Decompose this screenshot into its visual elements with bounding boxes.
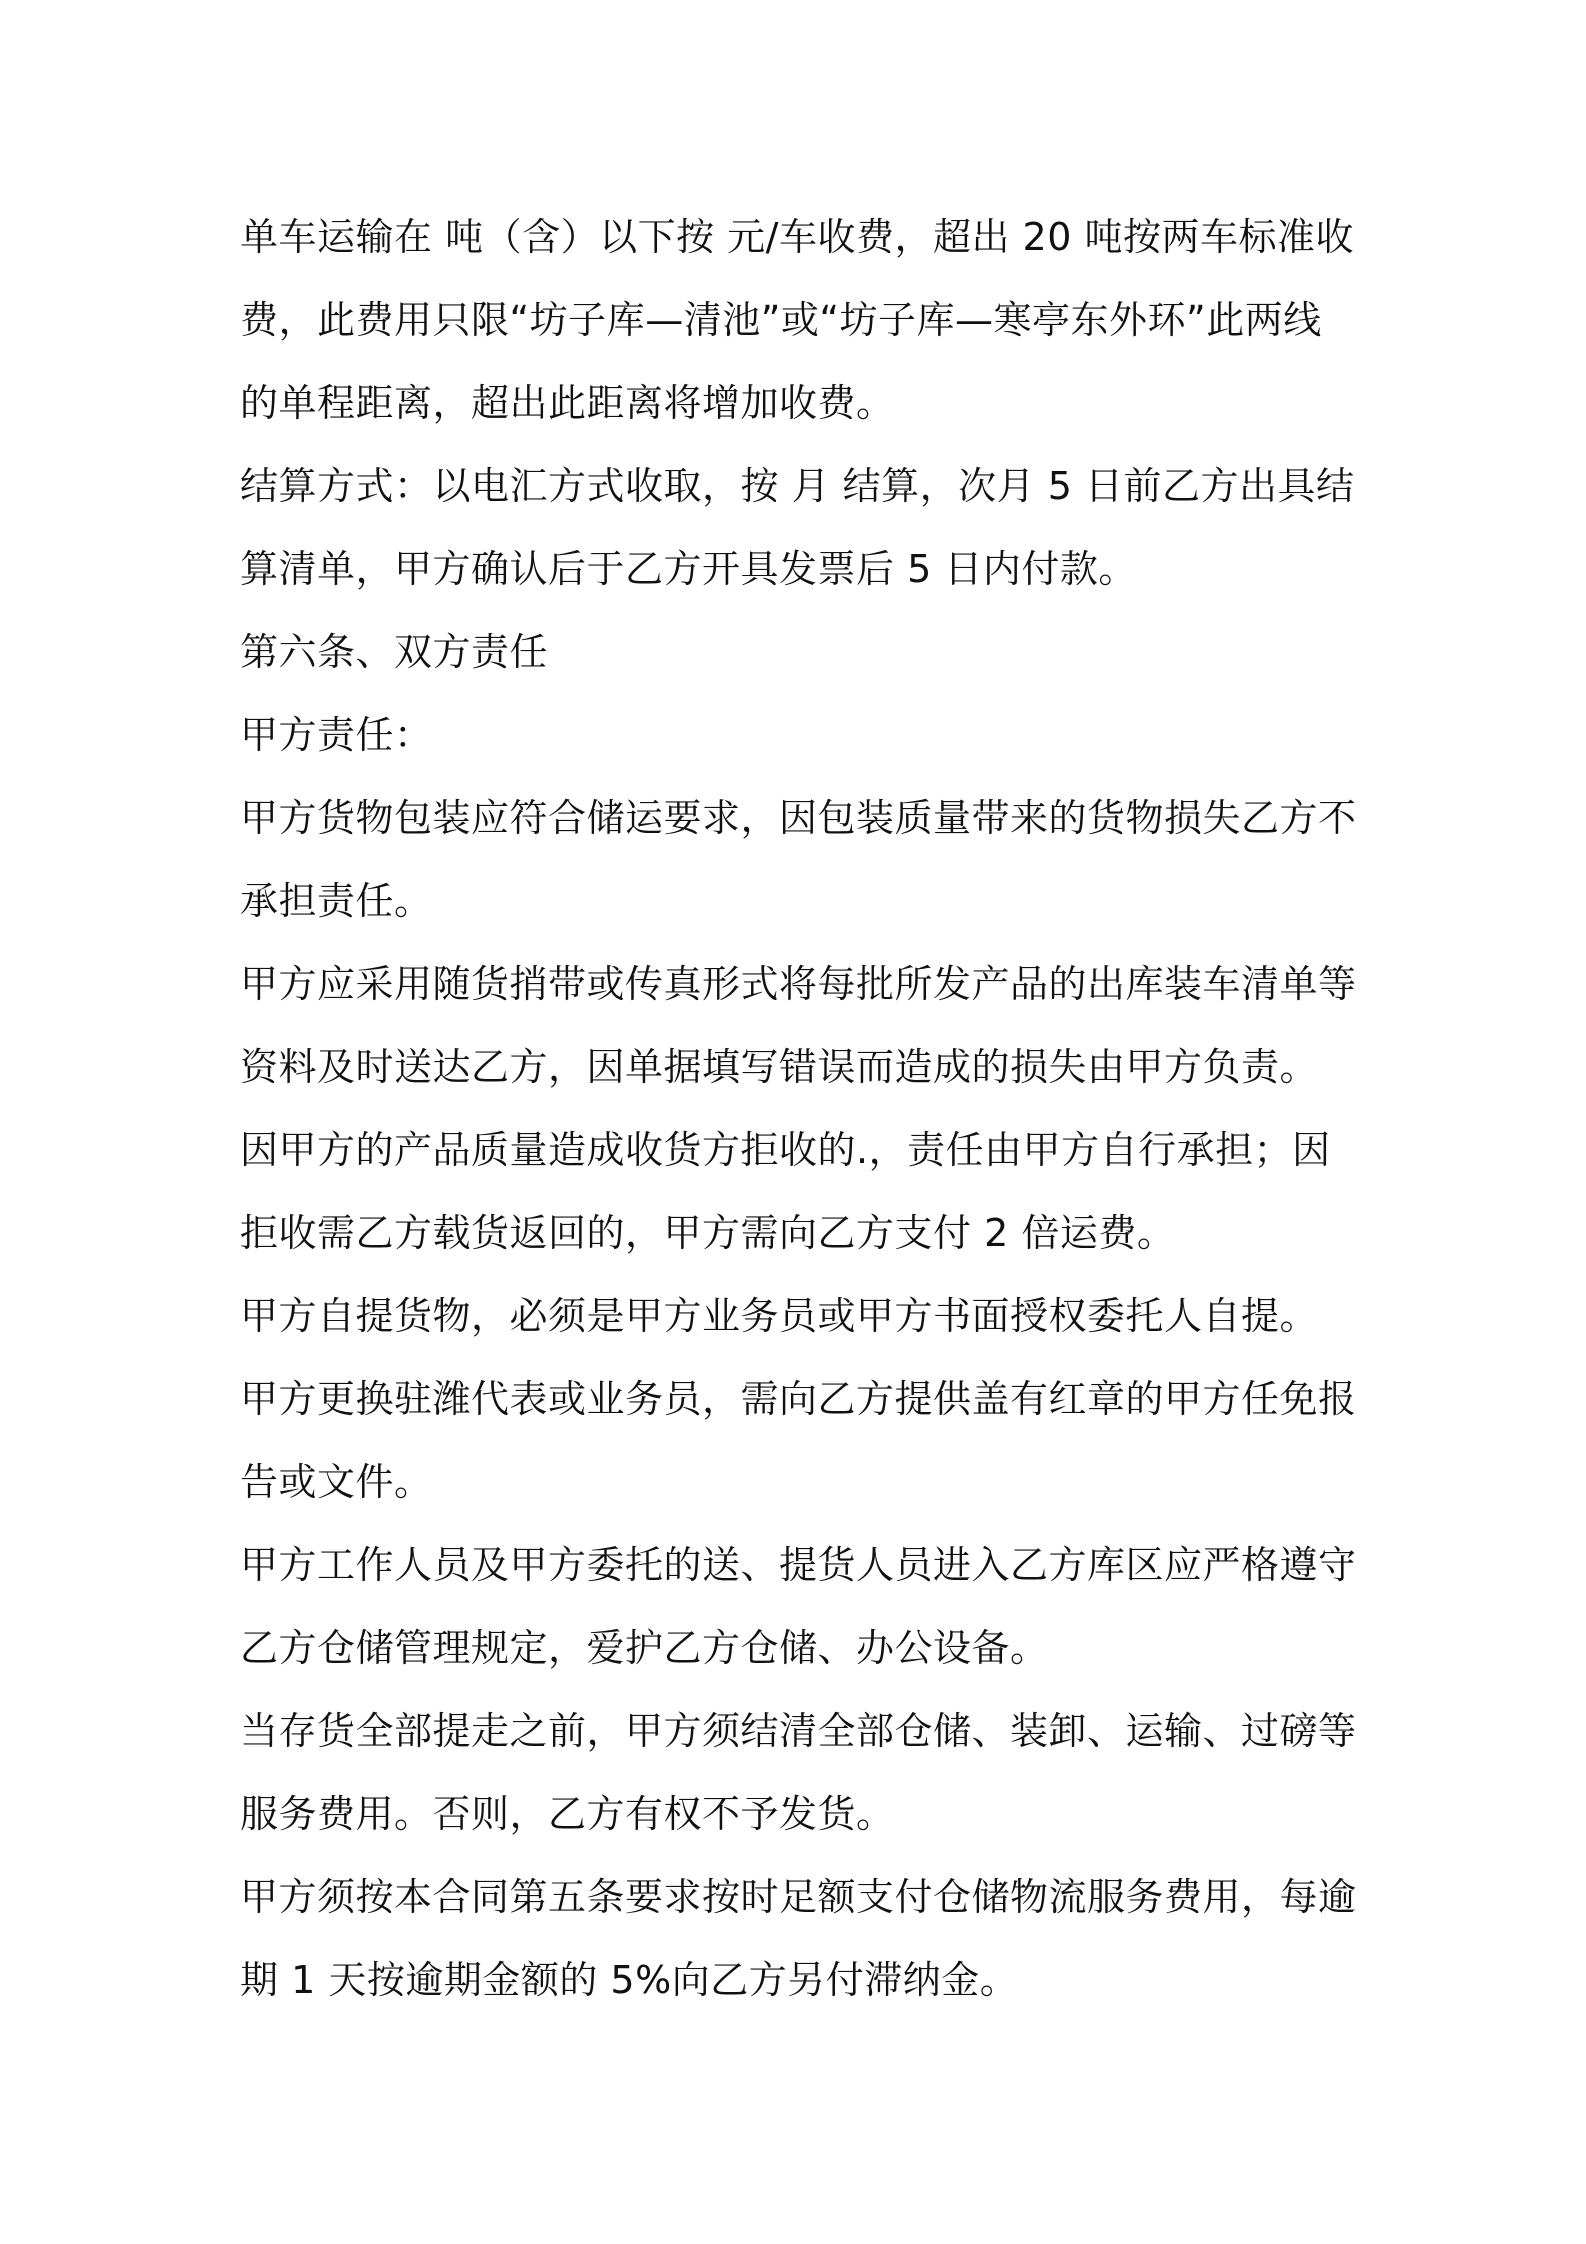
document-body <box>240 196 1360 2022</box>
paragraph-fee-clearance: 当存货全部提走之前，甲方须结清全部仓储、装卸、运输、过磅等服务费用。否则，乙方有权不予发货。 <box>240 1709 1357 1836</box>
paragraph-quality-rejection: 因甲方的产品质量造成收货方拒收的.，责任由甲方自行承担；因拒收需乙方载货返回的，甲方需向乙方支付 2 倍运费。 <box>240 1128 1331 1255</box>
section-heading-article-six: 第六条、双方责任 <box>240 630 549 674</box>
paragraph-self-pickup: 甲方自提货物，必须是甲方业务员或甲方书面授权委托人自提。 <box>240 1294 1319 1338</box>
paragraph-transport-fee: 单车运输在 吨（含）以下按 元/车收费，超出 20 吨按两车标准收费，此费用只限“坊子库—清池”或“坊子库—寒亭东外环”此两线的单程距离，超出此距离将增加收费。 <box>240 215 1354 425</box>
paragraph-settlement-method: 结算方式：以电汇方式收取，按 月 结算，次月 5 日前乙方出具结算清单，甲方确认后于乙方开具发票后 5 日内付款。 <box>240 464 1355 591</box>
subheading-party-a-responsibility: 甲方责任： <box>240 713 433 757</box>
paragraph-representative-change: 甲方更换驻潍代表或业务员，需向乙方提供盖有红章的甲方任免报告或文件。 <box>240 1377 1357 1504</box>
paragraph-shipping-documents: 甲方应采用随货捎带或传真形式将每批所发产品的出库装车清单等资料及时送达乙方，因单据填写错误而造成的损失由甲方负责。 <box>240 962 1357 1089</box>
paragraph-warehouse-rules: 甲方工作人员及甲方委托的送、提货人员进入乙方库区应严格遵守乙方仓储管理规定，爱护乙方仓储、办公设备。 <box>240 1543 1357 1670</box>
paragraph-late-fee: 甲方须按本合同第五条要求按时足额支付仓储物流服务费用，每逾期 1 天按逾期金额的 5%向乙方另付滞纳金。 <box>240 1875 1357 2002</box>
paragraph-packaging: 甲方货物包装应符合储运要求，因包装质量带来的货物损失乙方不承担责任。 <box>240 796 1357 923</box>
